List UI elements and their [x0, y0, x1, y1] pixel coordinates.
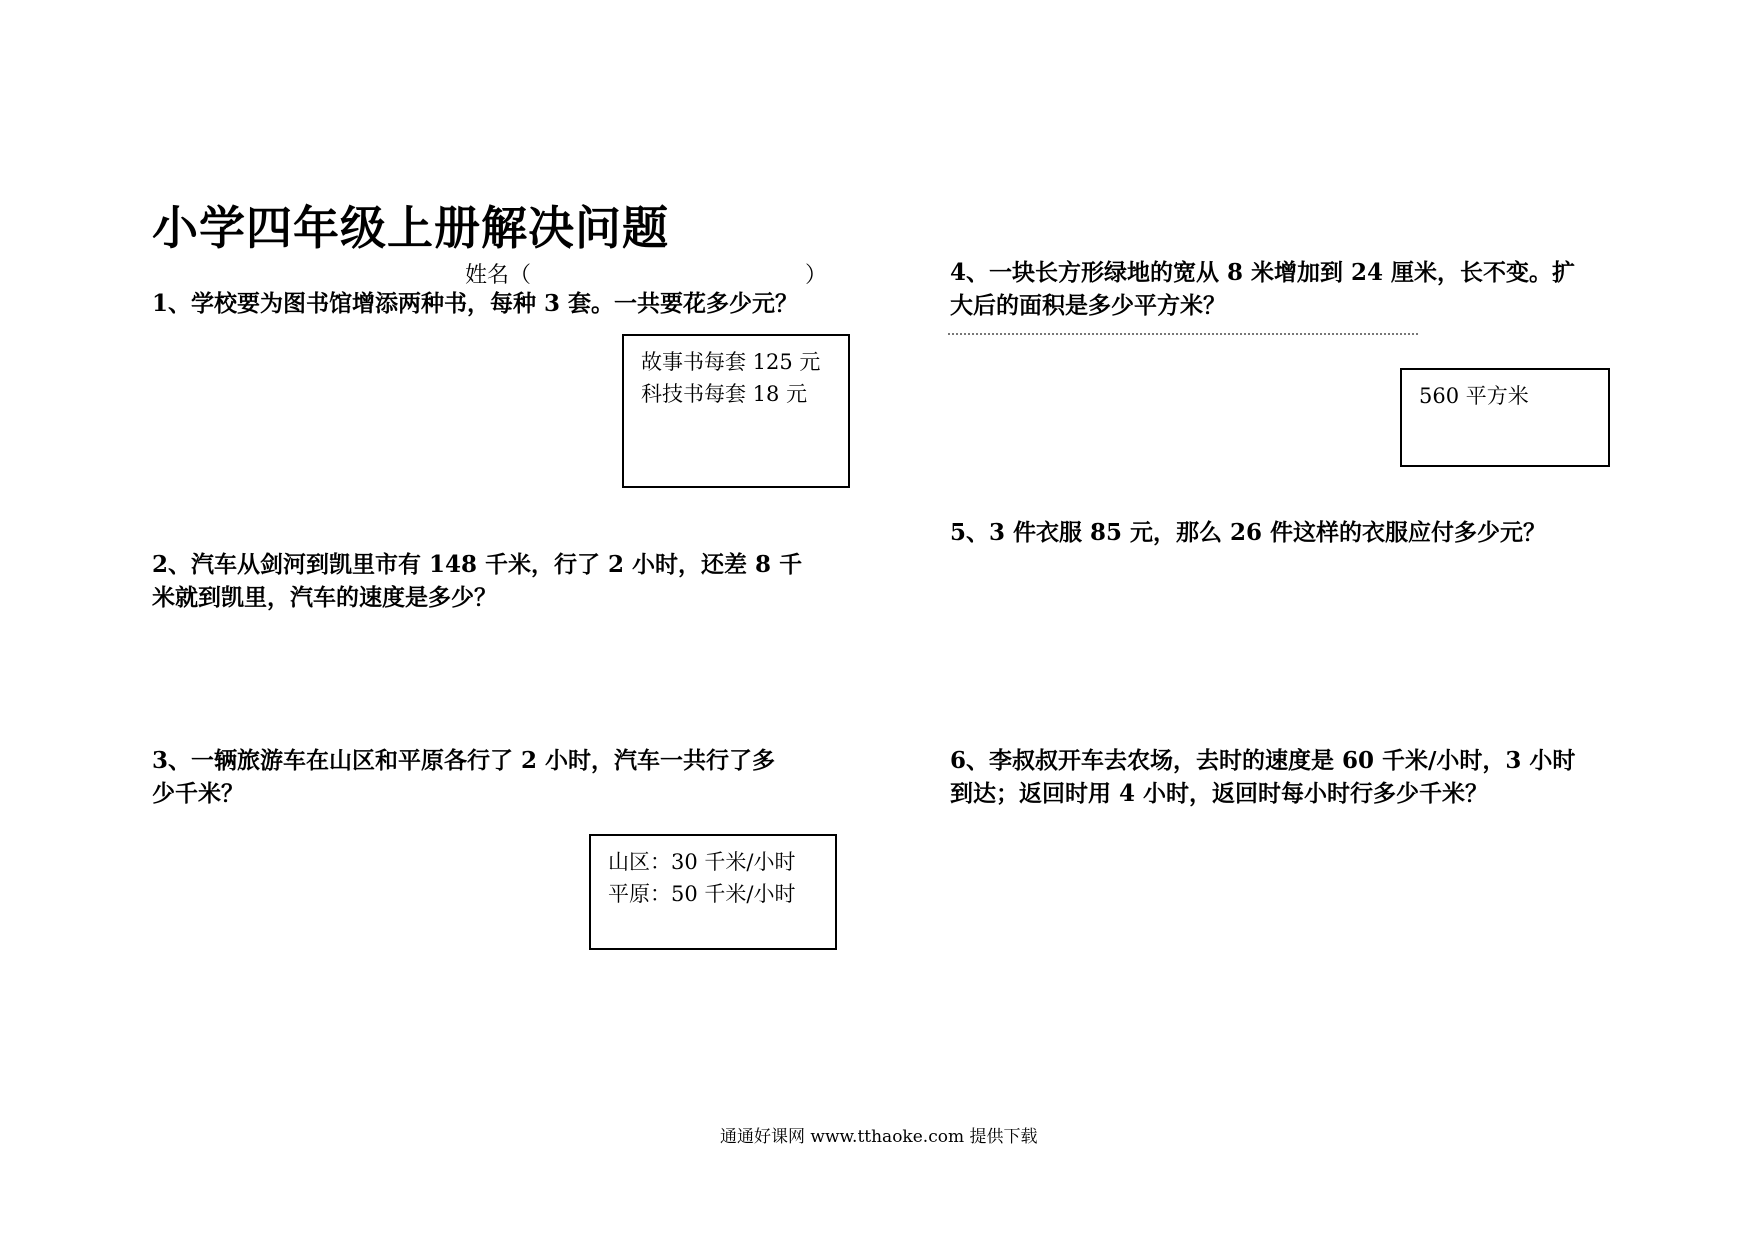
question-2-line-1: 2、汽车从剑河到凯里市有 148 千米，行了 2 小时，还差 8 千	[152, 551, 803, 578]
question-4-info-box	[1400, 368, 1610, 467]
question-4-line-1: 4、一块长方形绿地的宽从 8 米增加到 24 厘米，长不变。扩	[950, 259, 1576, 286]
question-5	[950, 516, 1546, 549]
question-4-info-line-1: 560 平方米	[1419, 384, 1529, 408]
question-1	[152, 287, 798, 320]
dotted-divider	[948, 333, 1418, 335]
question-3-info-box	[589, 834, 837, 950]
question-1-info-box	[622, 334, 850, 488]
question-3	[152, 744, 775, 810]
question-1-info-line-2: 科技书每套 18 元	[641, 382, 808, 406]
question-6	[950, 744, 1575, 810]
question-1-line-1: 1、学校要为图书馆增添两种书，每种 3 套。一共要花多少元？	[152, 290, 799, 317]
question-3-info-line-2: 平原：50 千米/小时	[608, 882, 796, 906]
question-4-line-2: 大后的面积是多少平方米？	[950, 292, 1226, 319]
question-4	[950, 256, 1575, 322]
question-3-info-line-1: 山区：30 千米/小时	[608, 850, 796, 874]
question-1-info-line-1: 故事书每套 125 元	[641, 350, 821, 374]
name-label: 姓名（	[465, 263, 532, 288]
question-6-line-2: 到达；返回时用 4 小时，返回时每小时行多少千米？	[950, 780, 1489, 807]
question-5-line-1: 5、3 件衣服 85 元，那么 26 件这样的衣服应付多少元？	[950, 519, 1547, 546]
question-3-line-2: 少千米？	[152, 780, 244, 807]
question-3-line-1: 3、一辆旅游车在山区和平原各行了 2 小时，汽车一共行了多	[152, 747, 776, 774]
question-2	[152, 548, 802, 614]
footer-credit: 通通好课网 www.tthaoke.com 提供下载	[720, 1127, 1038, 1147]
question-6-line-1: 6、李叔叔开车去农场，去时的速度是 60 千米/小时，3 小时	[950, 747, 1576, 774]
question-2-line-2: 米就到凯里，汽车的速度是多少？	[152, 584, 497, 611]
name-close-paren: ）	[805, 263, 828, 288]
page-title: 小学四年级上册解决问题	[152, 201, 669, 255]
